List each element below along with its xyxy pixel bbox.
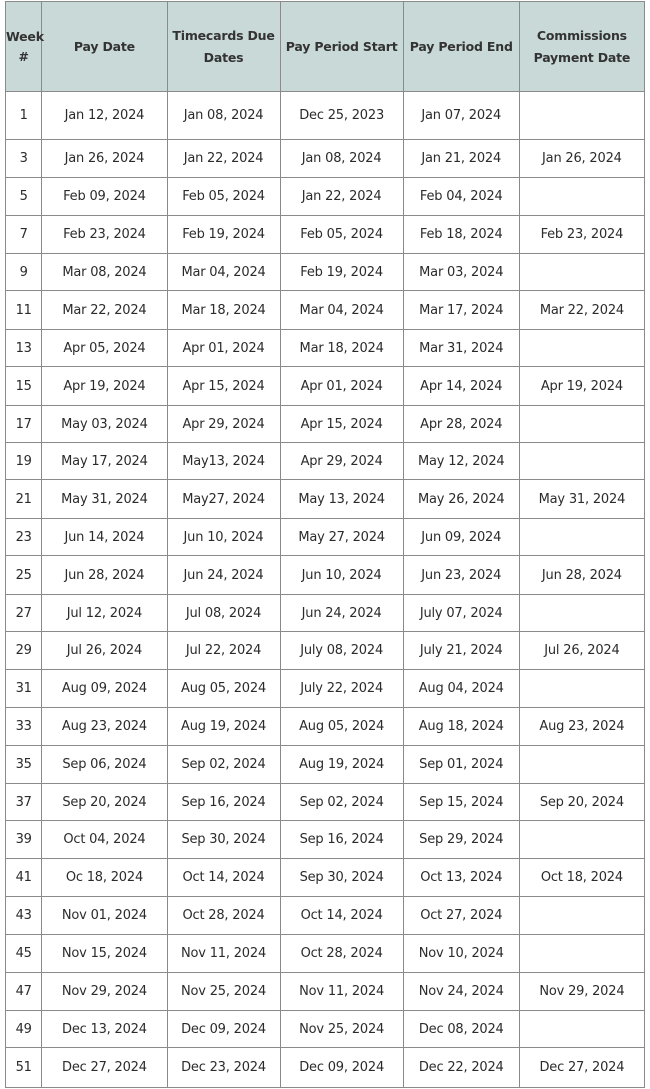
cell-week-number: 25: [6, 556, 42, 595]
cell-timecards-due-date: Feb 05, 2024: [167, 178, 280, 216]
cell-commissions-payment-date: [519, 897, 644, 935]
cell-pay-period-end: May 26, 2024: [403, 480, 519, 519]
table-row: [6, 216, 645, 254]
cell-pay-date: Jun 28, 2024: [42, 556, 167, 595]
cell-timecards-due-date: Nov 25, 2024: [167, 973, 280, 1011]
cell-pay-period-start: Jun 10, 2024: [280, 556, 403, 595]
cell-week-number: 35: [6, 746, 42, 784]
cell-pay-period-end: Aug 18, 2024: [403, 708, 519, 746]
cell-pay-date: Sep 06, 2024: [42, 746, 167, 784]
cell-week-number: 7: [6, 216, 42, 254]
cell-pay-period-end: Oct 13, 2024: [403, 859, 519, 897]
cell-pay-date: Aug 23, 2024: [42, 708, 167, 746]
cell-pay-period-end: Aug 04, 2024: [403, 670, 519, 708]
cell-commissions-payment-date: [519, 406, 644, 443]
cell-pay-date: Apr 05, 2024: [42, 330, 167, 367]
cell-pay-date: Oc 18, 2024: [42, 859, 167, 897]
cell-pay-date: Jan 12, 2024: [42, 92, 167, 140]
header-row: [6, 2, 645, 92]
cell-timecards-due-date: Mar 18, 2024: [167, 291, 280, 330]
cell-timecards-due-date: Aug 05, 2024: [167, 670, 280, 708]
pay-schedule-table-container: [5, 1, 645, 1088]
cell-pay-date: Feb 09, 2024: [42, 178, 167, 216]
cell-pay-period-start: May 13, 2024: [280, 480, 403, 519]
table-row: [6, 670, 645, 708]
cell-pay-period-start: Feb 05, 2024: [280, 216, 403, 254]
cell-week-number: 11: [6, 291, 42, 330]
cell-timecards-due-date: May27, 2024: [167, 480, 280, 519]
header-pay-date: Pay Date: [42, 2, 167, 92]
cell-pay-period-start: Jan 08, 2024: [280, 140, 403, 178]
cell-timecards-due-date: Jul 22, 2024: [167, 632, 280, 670]
cell-pay-period-start: Aug 19, 2024: [280, 746, 403, 784]
cell-pay-date: May 31, 2024: [42, 480, 167, 519]
cell-timecards-due-date: Mar 04, 2024: [167, 254, 280, 291]
cell-commissions-payment-date: May 31, 2024: [519, 480, 644, 519]
cell-timecards-due-date: Apr 01, 2024: [167, 330, 280, 367]
cell-pay-date: Nov 29, 2024: [42, 973, 167, 1011]
cell-pay-period-end: July 21, 2024: [403, 632, 519, 670]
cell-timecards-due-date: Apr 29, 2024: [167, 406, 280, 443]
cell-pay-period-start: July 22, 2024: [280, 670, 403, 708]
cell-week-number: 23: [6, 519, 42, 556]
cell-pay-period-start: Mar 04, 2024: [280, 291, 403, 330]
cell-pay-period-end: Nov 10, 2024: [403, 935, 519, 973]
cell-timecards-due-date: Jun 10, 2024: [167, 519, 280, 556]
cell-commissions-payment-date: Apr 19, 2024: [519, 367, 644, 406]
cell-pay-period-start: Apr 29, 2024: [280, 443, 403, 480]
table-row: [6, 519, 645, 556]
cell-pay-date: Aug 09, 2024: [42, 670, 167, 708]
cell-week-number: 5: [6, 178, 42, 216]
cell-pay-period-end: Nov 24, 2024: [403, 973, 519, 1011]
cell-pay-period-start: Dec 09, 2024: [280, 1048, 403, 1088]
cell-pay-period-end: Apr 28, 2024: [403, 406, 519, 443]
table-row: [6, 443, 645, 480]
cell-pay-period-start: Aug 05, 2024: [280, 708, 403, 746]
cell-pay-date: Sep 20, 2024: [42, 784, 167, 821]
table-row: [6, 935, 645, 973]
table-row: [6, 1048, 645, 1088]
table-row: [6, 746, 645, 784]
cell-week-number: 51: [6, 1048, 42, 1088]
cell-week-number: 39: [6, 821, 42, 859]
cell-commissions-payment-date: [519, 670, 644, 708]
cell-pay-period-end: Sep 15, 2024: [403, 784, 519, 821]
cell-pay-date: Mar 08, 2024: [42, 254, 167, 291]
cell-commissions-payment-date: Aug 23, 2024: [519, 708, 644, 746]
cell-commissions-payment-date: [519, 330, 644, 367]
cell-pay-period-start: Apr 01, 2024: [280, 367, 403, 406]
cell-pay-date: Apr 19, 2024: [42, 367, 167, 406]
cell-week-number: 15: [6, 367, 42, 406]
cell-commissions-payment-date: [519, 1011, 644, 1048]
table-row: [6, 973, 645, 1011]
cell-timecards-due-date: Oct 28, 2024: [167, 897, 280, 935]
table-row: [6, 367, 645, 406]
cell-pay-period-start: Sep 02, 2024: [280, 784, 403, 821]
cell-week-number: 17: [6, 406, 42, 443]
cell-commissions-payment-date: [519, 178, 644, 216]
table-row: [6, 556, 645, 595]
cell-week-number: 31: [6, 670, 42, 708]
cell-pay-period-end: Jan 07, 2024: [403, 92, 519, 140]
cell-timecards-due-date: Sep 02, 2024: [167, 746, 280, 784]
cell-timecards-due-date: Jan 08, 2024: [167, 92, 280, 140]
cell-commissions-payment-date: [519, 935, 644, 973]
cell-week-number: 43: [6, 897, 42, 935]
header-commissions-payment-date: Commissions Payment Date: [519, 2, 644, 92]
table-row: [6, 291, 645, 330]
table-row: [6, 92, 645, 140]
cell-week-number: 49: [6, 1011, 42, 1048]
table-row: [6, 480, 645, 519]
cell-pay-period-start: Oct 28, 2024: [280, 935, 403, 973]
header-pay-period-end: Pay Period End: [403, 2, 519, 92]
cell-pay-period-end: Feb 04, 2024: [403, 178, 519, 216]
cell-week-number: 1: [6, 92, 42, 140]
table-body: [6, 92, 645, 1088]
table-row: [6, 178, 645, 216]
cell-pay-period-start: Nov 11, 2024: [280, 973, 403, 1011]
cell-commissions-payment-date: [519, 519, 644, 556]
cell-pay-period-end: Mar 17, 2024: [403, 291, 519, 330]
cell-pay-period-end: Sep 29, 2024: [403, 821, 519, 859]
cell-commissions-payment-date: Nov 29, 2024: [519, 973, 644, 1011]
cell-commissions-payment-date: Mar 22, 2024: [519, 291, 644, 330]
cell-pay-period-end: Apr 14, 2024: [403, 367, 519, 406]
header-week-number: Week #: [6, 2, 42, 92]
cell-pay-date: Feb 23, 2024: [42, 216, 167, 254]
cell-pay-period-start: Jan 22, 2024: [280, 178, 403, 216]
cell-timecards-due-date: Jul 08, 2024: [167, 595, 280, 632]
cell-pay-date: Dec 27, 2024: [42, 1048, 167, 1088]
cell-timecards-due-date: Aug 19, 2024: [167, 708, 280, 746]
cell-commissions-payment-date: Sep 20, 2024: [519, 784, 644, 821]
cell-pay-date: Nov 01, 2024: [42, 897, 167, 935]
cell-pay-date: Jul 26, 2024: [42, 632, 167, 670]
cell-commissions-payment-date: [519, 254, 644, 291]
header-pay-period-start: Pay Period Start: [280, 2, 403, 92]
cell-pay-period-end: Feb 18, 2024: [403, 216, 519, 254]
table-row: [6, 406, 645, 443]
cell-timecards-due-date: Sep 16, 2024: [167, 784, 280, 821]
cell-pay-date: May 17, 2024: [42, 443, 167, 480]
pay-schedule-table: [5, 1, 645, 1088]
cell-pay-period-end: Jun 09, 2024: [403, 519, 519, 556]
cell-pay-period-start: Apr 15, 2024: [280, 406, 403, 443]
cell-pay-date: Jul 12, 2024: [42, 595, 167, 632]
cell-commissions-payment-date: Dec 27, 2024: [519, 1048, 644, 1088]
cell-week-number: 21: [6, 480, 42, 519]
cell-commissions-payment-date: Feb 23, 2024: [519, 216, 644, 254]
cell-pay-period-start: July 08, 2024: [280, 632, 403, 670]
table-row: [6, 595, 645, 632]
cell-timecards-due-date: Feb 19, 2024: [167, 216, 280, 254]
cell-commissions-payment-date: Oct 18, 2024: [519, 859, 644, 897]
cell-timecards-due-date: Dec 09, 2024: [167, 1011, 280, 1048]
cell-timecards-due-date: Dec 23, 2024: [167, 1048, 280, 1088]
cell-pay-period-start: Oct 14, 2024: [280, 897, 403, 935]
cell-week-number: 9: [6, 254, 42, 291]
cell-week-number: 13: [6, 330, 42, 367]
cell-pay-period-end: Sep 01, 2024: [403, 746, 519, 784]
table-row: [6, 784, 645, 821]
cell-pay-period-start: Dec 25, 2023: [280, 92, 403, 140]
cell-pay-date: Dec 13, 2024: [42, 1011, 167, 1048]
cell-week-number: 3: [6, 140, 42, 178]
cell-pay-date: Oct 04, 2024: [42, 821, 167, 859]
cell-pay-period-end: Mar 31, 2024: [403, 330, 519, 367]
cell-week-number: 19: [6, 443, 42, 480]
cell-timecards-due-date: Nov 11, 2024: [167, 935, 280, 973]
cell-timecards-due-date: Jun 24, 2024: [167, 556, 280, 595]
table-row: [6, 1011, 645, 1048]
table-row: [6, 897, 645, 935]
header-timecards-due: Timecards Due Dates: [167, 2, 280, 92]
table-row: [6, 254, 645, 291]
cell-commissions-payment-date: Jan 26, 2024: [519, 140, 644, 178]
cell-commissions-payment-date: [519, 443, 644, 480]
cell-pay-period-end: May 12, 2024: [403, 443, 519, 480]
table-row: [6, 140, 645, 178]
cell-pay-date: Nov 15, 2024: [42, 935, 167, 973]
cell-commissions-payment-date: Jul 26, 2024: [519, 632, 644, 670]
cell-week-number: 41: [6, 859, 42, 897]
cell-commissions-payment-date: [519, 821, 644, 859]
cell-week-number: 47: [6, 973, 42, 1011]
cell-pay-period-start: Nov 25, 2024: [280, 1011, 403, 1048]
cell-pay-period-start: Sep 30, 2024: [280, 859, 403, 897]
table-row: [6, 708, 645, 746]
cell-pay-date: May 03, 2024: [42, 406, 167, 443]
cell-week-number: 37: [6, 784, 42, 821]
cell-pay-period-end: Oct 27, 2024: [403, 897, 519, 935]
cell-week-number: 45: [6, 935, 42, 973]
cell-commissions-payment-date: Jun 28, 2024: [519, 556, 644, 595]
cell-pay-period-start: May 27, 2024: [280, 519, 403, 556]
cell-commissions-payment-date: [519, 746, 644, 784]
table-row: [6, 632, 645, 670]
cell-timecards-due-date: Oct 14, 2024: [167, 859, 280, 897]
cell-timecards-due-date: Sep 30, 2024: [167, 821, 280, 859]
cell-pay-date: Mar 22, 2024: [42, 291, 167, 330]
cell-pay-period-start: Jun 24, 2024: [280, 595, 403, 632]
cell-commissions-payment-date: [519, 92, 644, 140]
cell-pay-date: Jan 26, 2024: [42, 140, 167, 178]
table-row: [6, 821, 645, 859]
cell-pay-date: Jun 14, 2024: [42, 519, 167, 556]
cell-pay-period-end: Jun 23, 2024: [403, 556, 519, 595]
cell-week-number: 33: [6, 708, 42, 746]
cell-week-number: 29: [6, 632, 42, 670]
cell-week-number: 27: [6, 595, 42, 632]
cell-commissions-payment-date: [519, 595, 644, 632]
cell-pay-period-end: Dec 22, 2024: [403, 1048, 519, 1088]
cell-pay-period-start: Sep 16, 2024: [280, 821, 403, 859]
table-row: [6, 859, 645, 897]
cell-timecards-due-date: May13, 2024: [167, 443, 280, 480]
table-row: [6, 330, 645, 367]
cell-pay-period-end: Jan 21, 2024: [403, 140, 519, 178]
cell-timecards-due-date: Jan 22, 2024: [167, 140, 280, 178]
cell-pay-period-start: Feb 19, 2024: [280, 254, 403, 291]
cell-pay-period-start: Mar 18, 2024: [280, 330, 403, 367]
cell-pay-period-end: Dec 08, 2024: [403, 1011, 519, 1048]
cell-pay-period-end: Mar 03, 2024: [403, 254, 519, 291]
cell-pay-period-end: July 07, 2024: [403, 595, 519, 632]
cell-timecards-due-date: Apr 15, 2024: [167, 367, 280, 406]
